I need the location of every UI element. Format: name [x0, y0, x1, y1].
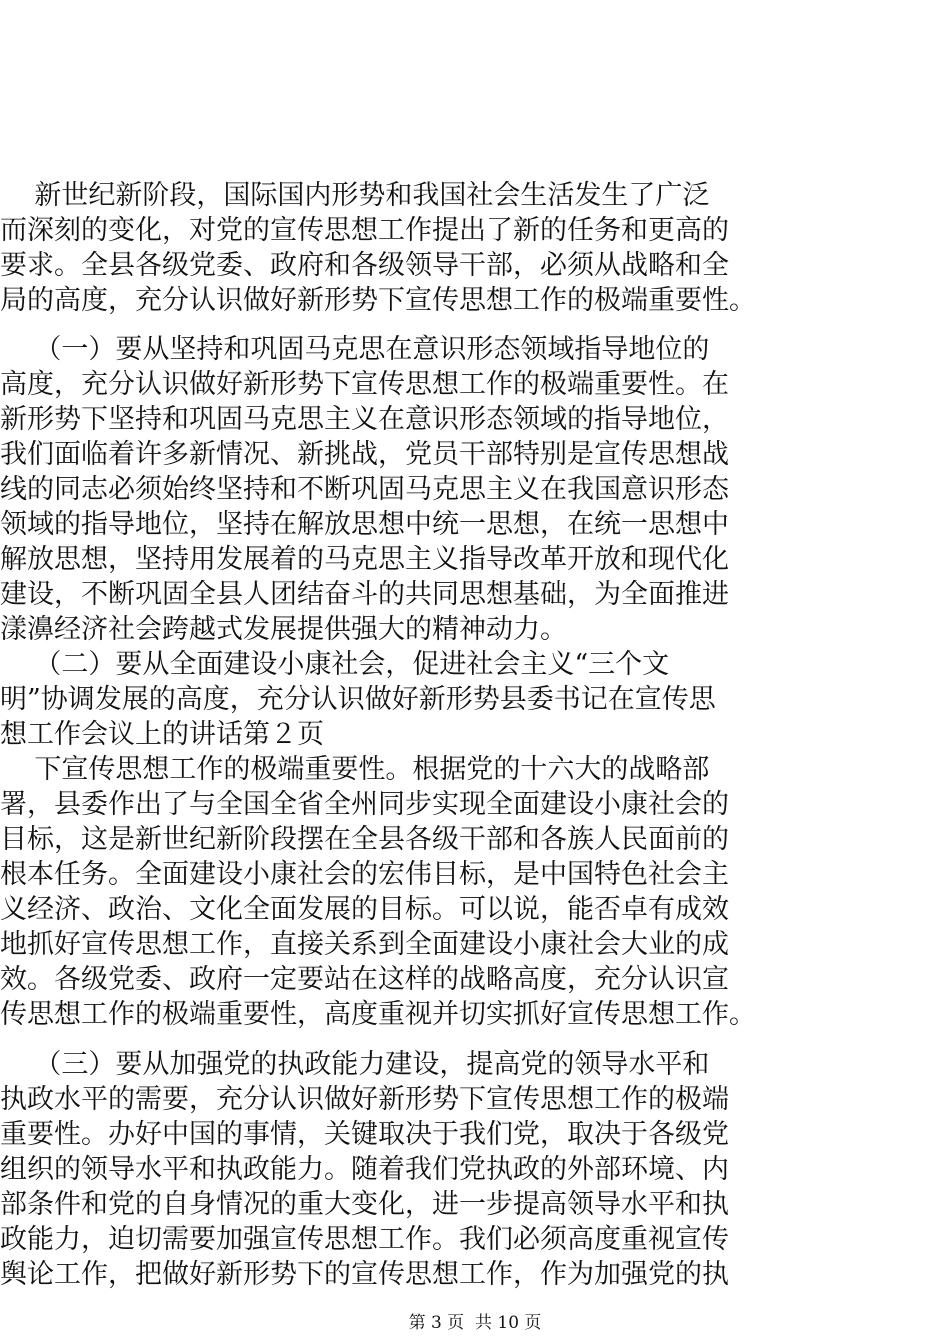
text-line: 组织的领导水平和执政能力。随着我们党执政的外部环境、内	[0, 1154, 729, 1185]
text-line: 高度，充分认识做好新形势下宣传思想工作的极端重要性。在	[0, 369, 729, 400]
text-line: 建设，不断巩固全县人团结奋斗的共同思想基础，为全面推进	[0, 579, 729, 610]
text-line: 领域的指导地位，坚持在解放思想中统一思想，在统一思想中	[0, 509, 729, 540]
text-line: 地抓好宣传思想工作，直接关系到全面建设小康社会大业的成	[0, 929, 729, 960]
text-line: 局的高度，充分认识做好新形势下宣传思想工作的极端重要性。	[0, 285, 756, 316]
text-line: 重要性。办好中国的事情，关键取决于我们党，取决于各级党	[0, 1119, 729, 1150]
text-line: 我们面临着许多新情况、新挑战，党员干部特别是宣传思想战	[0, 439, 729, 470]
text-line: 线的同志必须始终坚持和不断巩固马克思主义在我国意识形态	[0, 474, 729, 505]
text-line: 漾濞经济社会跨越式发展提供强大的精神动力。	[0, 614, 567, 645]
text-line: 署，县委作出了与全国全省全州同步实现全面建设小康社会的	[0, 789, 729, 820]
text-line: 下宣传思想工作的极端重要性。根据党的十六大的战略部	[0, 754, 710, 785]
text-line: 根本任务。全面建设小康社会的宏伟目标，是中国特色社会主	[0, 859, 729, 890]
text-line: 而深刻的变化，对党的宣传思想工作提出了新的任务和更高的	[0, 215, 729, 246]
text-line: 舆论工作，把做好新形势下的宣传思想工作，作为加强党的执	[0, 1259, 729, 1290]
text-line: 明”协调发展的高度，充分认识做好新形势县委书记在宣传思	[0, 684, 716, 715]
text-line: （二）要从全面建设小康社会，促进社会主义“三个文	[0, 649, 670, 680]
text-line: 目标，这是新世纪新阶段摆在全县各级干部和各族人民面前的	[0, 824, 729, 855]
page-number-footer: 第 3 页 共 10 页	[408, 1313, 542, 1333]
text-line: 要求。全县各级党委、政府和各级领导干部，必须从战略和全	[0, 250, 729, 281]
text-line: 传思想工作的极端重要性，高度重视并切实抓好宣传思想工作。	[0, 999, 756, 1030]
text-line: 效。各级党委、政府一定要站在这样的战略高度，充分认识宣	[0, 964, 729, 995]
text-line: 解放思想，坚持用发展着的马克思主义指导改革开放和现代化	[0, 544, 729, 575]
text-line: 想工作会议上的讲话第２页	[0, 719, 324, 750]
text-line: 新形势下坚持和巩固马克思主义在意识形态领域的指导地位，	[0, 404, 729, 435]
text-line: 部条件和党的自身情况的重大变化，进一步提高领导水平和执	[0, 1189, 729, 1220]
text-line: （三）要从加强党的执政能力建设，提高党的领导水平和	[0, 1049, 710, 1080]
text-line: （一）要从坚持和巩固马克思在意识形态领域指导地位的	[0, 334, 710, 365]
text-line: 义经济、政治、文化全面发展的目标。可以说，能否卓有成效	[0, 894, 729, 925]
text-line: 政能力，迫切需要加强宣传思想工作。我们必须高度重视宣传	[0, 1224, 729, 1255]
text-line: 执政水平的需要，充分认识做好新形势下宣传思想工作的极端	[0, 1084, 729, 1115]
text-line: 新世纪新阶段，国际国内形势和我国社会生活发生了广泛	[0, 180, 710, 211]
